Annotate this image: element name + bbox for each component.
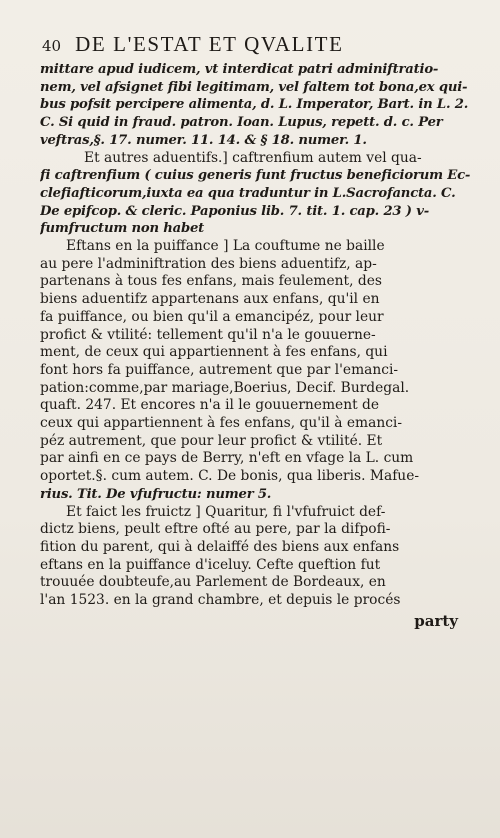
text-line: péz autrement, que pour leur profict & vtilité. Et: [40, 432, 383, 449]
text-line: eftans en la puiffance d'iceluy. Cefte queftion fut: [40, 556, 381, 573]
text-line: ment, de ceux qui appartiennent à fes enfans, qui: [40, 344, 388, 361]
text-line: fi caftrenfium ( cuius generis funt fructus beneficiorum Ec-: [40, 168, 471, 184]
text-line: Et faict les fruictz ] Quaritur, fi l'vfufruict def-: [66, 503, 386, 520]
text-line: fa puiffance, ou bien qu'il a emancipéz, pour leur: [40, 308, 384, 325]
text-line: nem, vel afsignet fibi legitimam, vel faltem tot bona,ex qui-: [40, 79, 468, 95]
text-line: Et autres aduentifs.] caftrenfium autem vel qua-: [84, 149, 422, 166]
text-line: clefiafticorum,iuxta ea qua traduntur in L.Sacrofancta. C.: [40, 185, 456, 201]
text-line: par ainfi en ce pays de Berry, n'eft en vfage la L. cum: [40, 450, 414, 467]
text-line: profict & vtilité: tellement qu'il n'a le gouuerne-: [40, 326, 376, 343]
text-line: trouuée doubteufe,au Parlement de Bordeaux, en: [40, 574, 386, 591]
text-line: l'an 1523. en la grand chambre, et depuis le procés: [40, 592, 401, 609]
text-line: mittare apud iudicem, vt interdicat patri adminiftratio-: [40, 62, 439, 77]
text-line: veftras,§. 17. numer. 11. 14. & § 18. numer. 1.: [40, 132, 367, 148]
text-line: pation:comme,par mariage,Boerius, Decif. Burdegal.: [40, 379, 410, 396]
text-line: font hors fa puiffance, autrement que par l'emanci-: [40, 361, 399, 378]
body-text: [40, 61, 476, 610]
text-line: De epifcop. & cleric. Paponius lib. 7. tit. 1. cap. 23 ) v-: [40, 203, 429, 219]
text-line: quaft. 247. Et encores n'a il le gouuernement de: [40, 397, 380, 414]
text-line: partenans à tous fes enfans, mais feulement, des: [40, 273, 382, 290]
text-line: au pere l'adminiftration des biens aduentifz, ap-: [40, 255, 377, 272]
catchword: party: [414, 611, 458, 630]
text-line: bus pofsit percipere alimenta, d. L. Imperator, Bart. in L. 2.: [40, 97, 469, 113]
text-line: dictz biens, peult eftre ofté au pere, par la difpofi-: [40, 521, 391, 538]
text-line: ceux qui appartiennent à fes enfans, qu'il à emanci-: [40, 415, 403, 432]
running-title: DE L'ESTAT ET QVALITE: [75, 32, 344, 56]
text-line: Eftans en la puiffance ] La couftume ne baille: [66, 238, 385, 255]
text-line: oportet.§. cum autem. C. De bonis, qua liberis. Mafue-: [40, 468, 420, 485]
text-line: fition du parent, qui à delaiffé des biens aux enfans: [40, 538, 400, 555]
page-number: 40: [42, 37, 62, 55]
text-line: fumfructum non habet: [40, 221, 205, 237]
text-line: biens aduentifz appartenans aux enfans, qu'il en: [40, 291, 380, 308]
text-line: rius. Tit. De vfufructu: numer 5.: [40, 486, 272, 502]
text-line: C. Si quid in fraud. patron. Ioan. Lupus, repett. d. c. Per: [40, 115, 443, 131]
running-head: [42, 32, 476, 57]
